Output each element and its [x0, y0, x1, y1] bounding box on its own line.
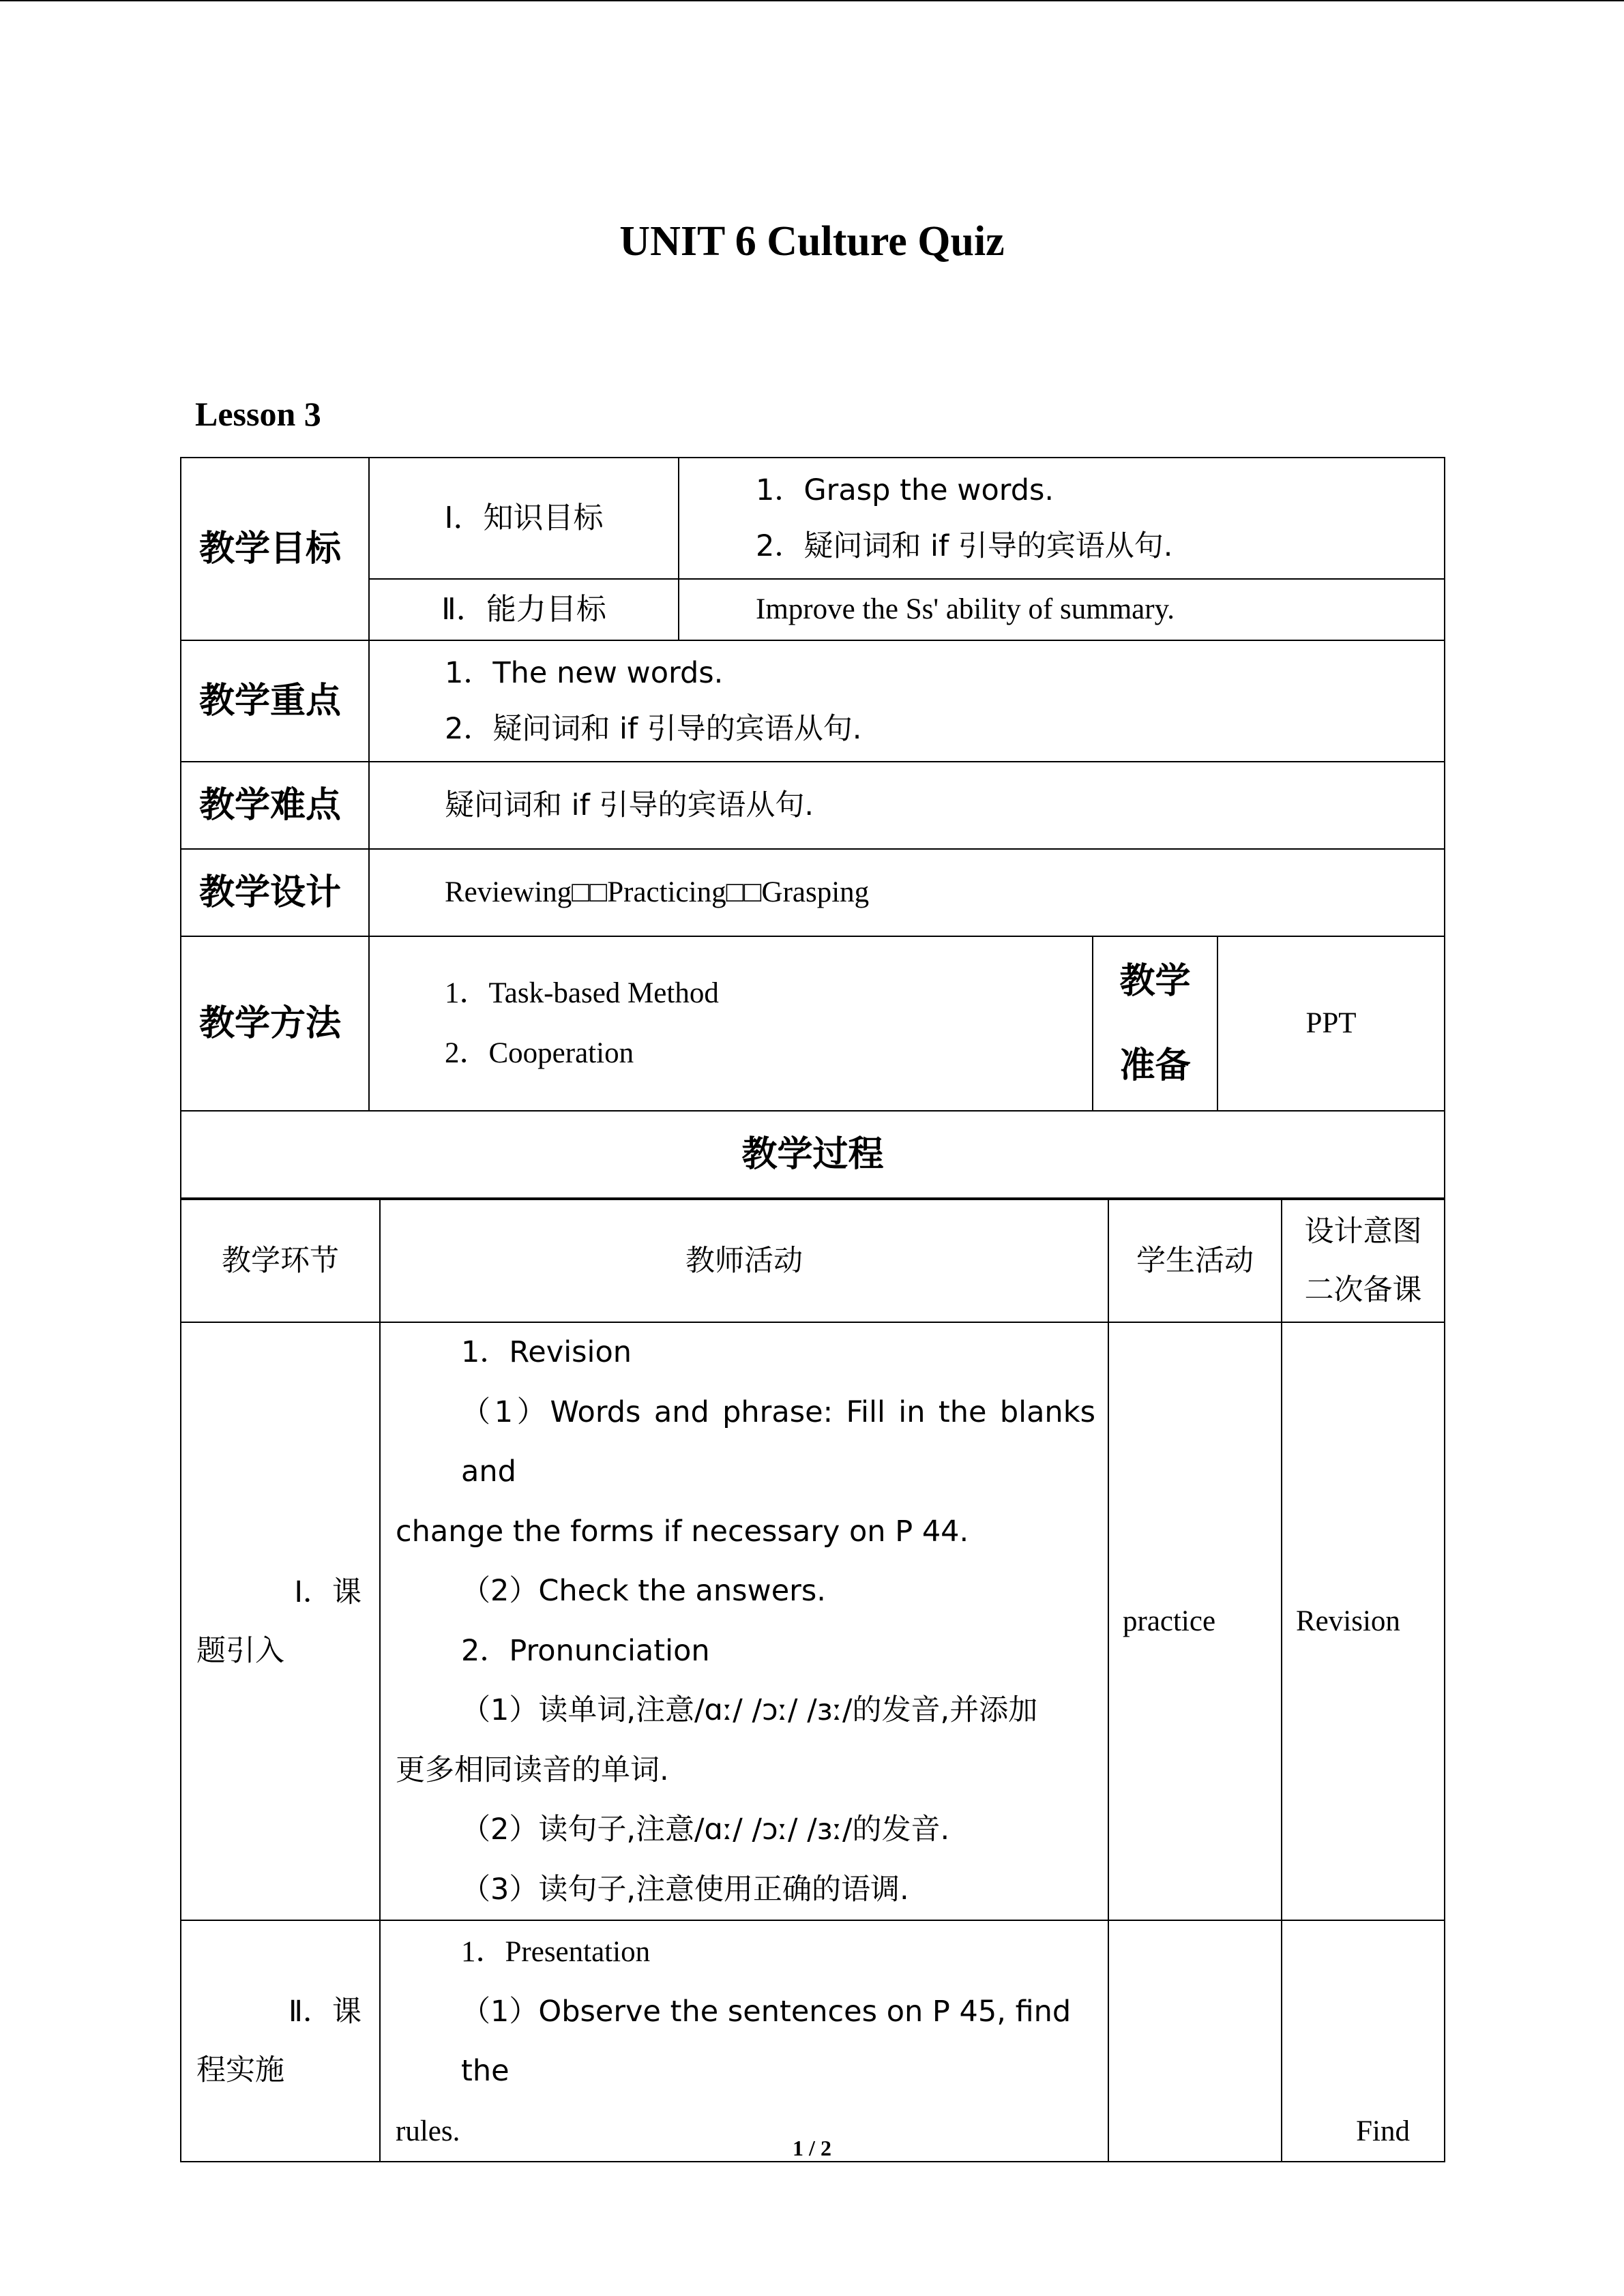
design-intent: Revision [1282, 1322, 1445, 1920]
teacher-line: 1．Revision [461, 1335, 632, 1369]
student-activity [1108, 1920, 1282, 2162]
preparation-value: PPT [1217, 936, 1445, 1111]
key-points-items [369, 640, 1445, 762]
preparation-label [1093, 936, 1217, 1111]
stage-line1: Ⅱ．课 [288, 1995, 361, 2029]
process-table [180, 1199, 1445, 2162]
process-row [181, 1920, 1445, 2162]
knowledge-item: 2．疑问词和 if 引导的宾语从句. [756, 529, 1173, 563]
stage-line2: 题引入 [196, 1633, 284, 1668]
teacher-activity [380, 1322, 1108, 1920]
stage-line2: 程实施 [196, 2053, 284, 2087]
page-number: 1 / 2 [793, 2136, 831, 2160]
methods-label: 教学方法 [181, 936, 369, 1111]
lesson-info-table [180, 457, 1445, 1199]
teacher-line: 2．Pronunciation [461, 1633, 710, 1668]
knowledge-item: 1．Grasp the words. [756, 473, 1054, 507]
stage-cell [181, 1920, 380, 2162]
difficult-points-label: 教学难点 [181, 762, 369, 849]
document-title: UNIT 6 Culture Quiz [619, 218, 1005, 265]
design-text: Reviewing□□Practicing□□Grasping [369, 849, 1445, 936]
process-row [181, 1322, 1445, 1920]
knowledge-goal-label: Ⅰ．知识目标 [369, 458, 679, 579]
design-intent: Find [1282, 1920, 1445, 2162]
column-teacher: 教师活动 [380, 1199, 1108, 1322]
teacher-line: （2）Check the answers. [461, 1574, 826, 1608]
method-item: 2．Cooperation [445, 1037, 634, 1069]
stage-cell [181, 1322, 380, 1920]
stage-line1: Ⅰ．课 [294, 1575, 361, 1609]
key-point-item: 1．The new words. [445, 656, 724, 690]
teacher-line: （1）Observe the sentences on P 45, find the [461, 1994, 1072, 2088]
lesson-heading: Lesson 3 [195, 395, 321, 433]
teacher-line: 更多相同读音的单词. [396, 1753, 669, 1787]
column-design-line2: 二次备课 [1304, 1273, 1422, 1307]
objectives-label: 教学目标 [181, 458, 369, 640]
column-stage: 教学环节 [181, 1199, 380, 1322]
teacher-activity [380, 1920, 1108, 2162]
design-label: 教学设计 [181, 849, 369, 936]
teacher-line: （3）读句子,注意使用正确的语调. [461, 1872, 909, 1907]
teacher-line: （1）Words and phrase: Fill in the blanks and [461, 1395, 1095, 1489]
key-point-item: 2．疑问词和 if 引导的宾语从句. [445, 712, 862, 746]
preparation-label-line2: 准备 [1119, 1045, 1191, 1086]
ability-goal-text: Improve the Ss' ability of summary. [679, 579, 1445, 640]
teacher-line: rules. [396, 2115, 460, 2147]
preparation-label-line1: 教学 [1119, 961, 1191, 1002]
methods-items [369, 936, 1093, 1111]
column-student: 学生活动 [1108, 1199, 1282, 1322]
key-points-label: 教学重点 [181, 640, 369, 762]
teacher-line: （2）读句子,注意/ɑː/ /ɔː/ /ɜː/的发音. [461, 1813, 950, 1847]
column-design-line1: 设计意图 [1304, 1214, 1422, 1249]
process-heading: 教学过程 [181, 1111, 1445, 1198]
ability-goal-label: Ⅱ．能力目标 [369, 579, 679, 640]
student-activity: practice [1108, 1322, 1282, 1920]
teacher-line: change the forms if necessary on P 44. [396, 1514, 969, 1549]
column-design [1282, 1199, 1445, 1322]
method-item: 1．Task-based Method [445, 977, 719, 1009]
teacher-line: 1．Presentation [461, 1936, 651, 1968]
difficult-points-text: 疑问词和 if 引导的宾语从句. [369, 762, 1445, 849]
knowledge-goal-items [679, 458, 1445, 579]
teacher-line: （1）读单词,注意/ɑː/ /ɔː/ /ɜː/的发音,并添加 [461, 1693, 1038, 1727]
